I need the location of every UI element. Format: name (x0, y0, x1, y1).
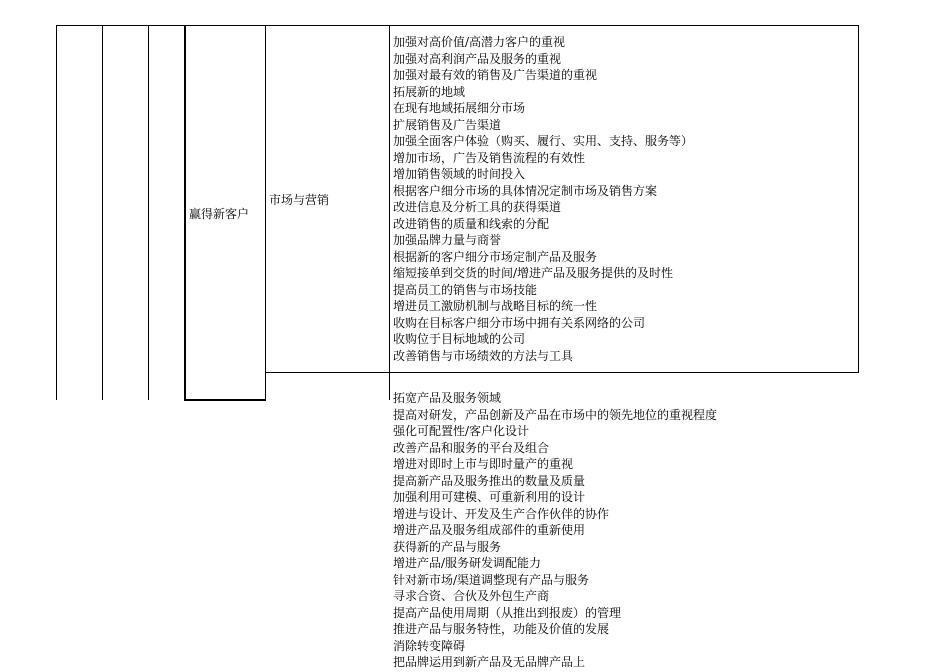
category-col-right-border (389, 25, 390, 400)
list-item: 扩展销售及广告渠道 (393, 117, 502, 132)
list-item: 加强对最有效的销售及广告渠道的重视 (393, 68, 598, 82)
col-border-3 (148, 25, 149, 400)
list-item: 在现有地域拓展细分市场 (393, 101, 526, 115)
list-item: 收购位于目标地域的公司 (393, 332, 526, 346)
list-item: 寻求合资、合伙及外包生产商 (393, 589, 550, 603)
list-item: 加强对高利润产品及服务的重视 (393, 51, 562, 66)
list-item: 根据客户细分市场的具体情况定制市场及销售方案 (393, 183, 658, 198)
list-item: 缩短接单到交货的时间/增进产品及服务提供的及时性 (393, 266, 674, 280)
list-item: 加强利用可建模、可重新利用的设计 (393, 490, 586, 504)
list-item: 增进产品及服务组成部件的重新使用 (393, 523, 586, 537)
list-item: 增进产品/服务研发调配能力 (393, 556, 542, 570)
list-item: 改善产品和服务的平台及组合 (393, 440, 550, 455)
list-item: 把品牌运用到新产品及无品牌产品上 (393, 655, 586, 669)
list-item: 加强对高价值/高潜力客户的重视 (393, 35, 566, 49)
category-label-marketing: 市场与营销 (269, 193, 330, 207)
list-item: 收购在目标客户细分市场中拥有关系网络的公司 (393, 315, 646, 330)
items-col-right-border (858, 25, 859, 373)
list-item: 拓宽产品及服务领域 (393, 391, 502, 405)
list-item: 改进信息及分析工具的获得渠道 (393, 200, 562, 214)
list-item: 增加销售领域的时间投入 (393, 167, 526, 181)
list-item: 拓展新的地域 (393, 84, 466, 99)
group-cell-left-border (184, 25, 186, 401)
list-item: 增进对即时上市与即时量产的重视 (393, 457, 574, 471)
list-item: 强化可配置性/客户化设计 (393, 424, 530, 438)
list-item: 提高员工的销售与市场技能 (393, 282, 538, 297)
product-measures-list (393, 390, 717, 671)
list-item: 推进产品与服务特性，功能及价值的发展 (393, 622, 610, 636)
col-border-1 (56, 25, 57, 400)
col-border-2 (102, 25, 103, 400)
group-label: 赢得新客户 (189, 207, 250, 221)
list-item: 提高产品使用周期（从推出到报废）的管理 (393, 605, 622, 620)
list-item: 增进与设计、开发及生产合作伙伴的协作 (393, 506, 610, 521)
group-cell-bottom-border (184, 399, 266, 401)
table-top-border (56, 25, 859, 26)
list-item: 加强品牌力量与商誉 (393, 233, 502, 247)
list-item: 提高新产品及服务推出的数量及质量 (393, 473, 586, 488)
group-cell-right-border (265, 25, 266, 401)
list-item: 消除转变障碍 (393, 638, 466, 653)
list-item: 提高对研发，产品创新及产品在市场中的领先地位的重视程度 (393, 407, 718, 422)
list-item: 加强全面客户体验（购买、履行、实用、支持、服务等） (393, 134, 694, 148)
list-item: 针对新市场/渠道调整现有产品与服务 (393, 572, 590, 587)
row-divider (265, 372, 859, 373)
list-item: 增进员工激励机制与战略目标的统一性 (393, 299, 598, 313)
list-item: 改善销售与市场绩效的方法与工具 (393, 348, 574, 363)
list-item: 获得新的产品与服务 (393, 539, 502, 554)
marketing-measures-list (393, 34, 693, 364)
list-item: 改进销售的质量和线索的分配 (393, 216, 550, 231)
list-item: 增加市场，广告及销售流程的有效性 (393, 150, 586, 165)
list-item: 根据新的客户细分市场定制产品及服务 (393, 249, 598, 264)
